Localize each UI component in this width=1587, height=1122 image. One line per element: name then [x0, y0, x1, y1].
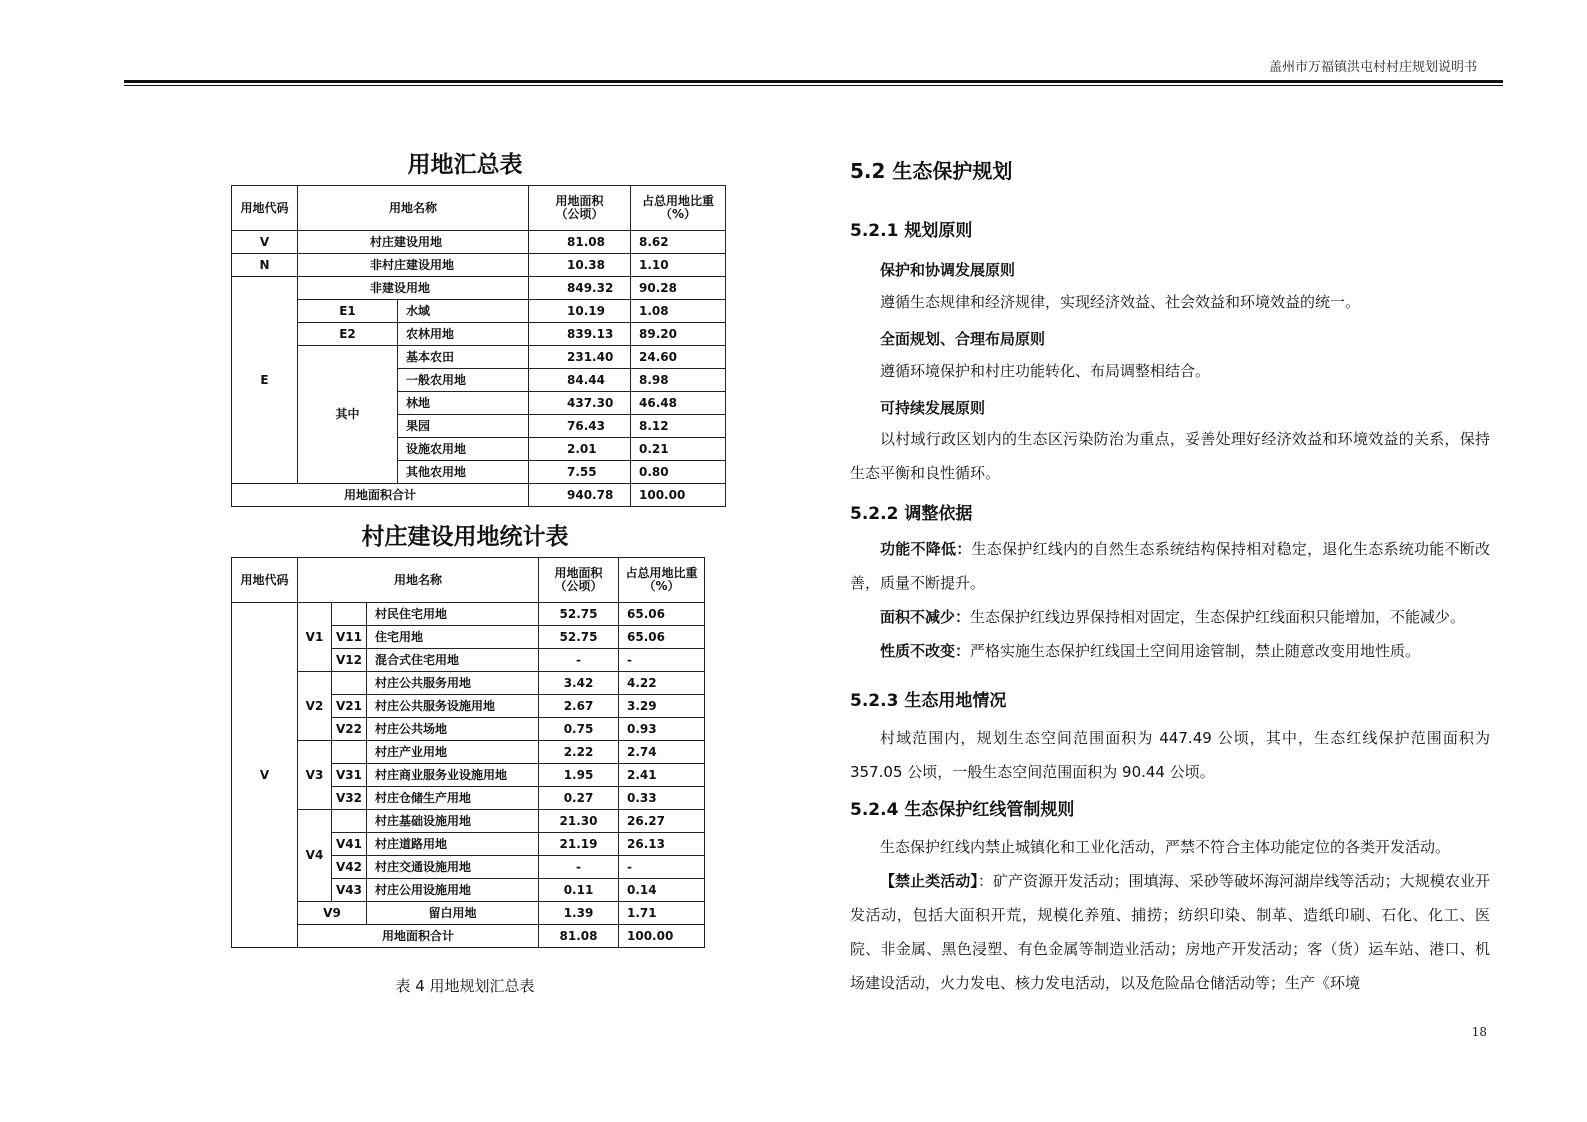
- header-ratio: 占总用地比重 （%）: [619, 558, 705, 603]
- row-area: 3.42: [539, 672, 619, 695]
- basis-label-2: 面积不减少：: [880, 608, 971, 626]
- row-code-l2: V11: [332, 626, 367, 649]
- row-ratio: 46.48: [631, 392, 726, 415]
- row-area: 21.19: [539, 833, 619, 856]
- row-code-l2: V22: [332, 718, 367, 741]
- table-header-row: [232, 558, 705, 603]
- table-row: [232, 902, 705, 925]
- row-area: 21.30: [539, 810, 619, 833]
- row-code-l1: V4: [298, 810, 332, 902]
- row-code: 其中: [298, 346, 398, 484]
- principle-text-3: 以村域行政区划内的生态区污染防治为重点，妥善处理好经济效益和环境效益的关系，保持生态平衡和良性循环。: [850, 430, 1490, 482]
- header-name: 用地名称: [298, 558, 539, 603]
- total-label: 用地面积合计: [232, 484, 529, 507]
- section-heading-5-2-4: 5.2.4 生态保护红线管制规则: [850, 800, 1075, 820]
- row-name: 其他农用地: [398, 461, 529, 484]
- basis-text-2: 生态保护红线边界保持相对固定，生态保护红线面积只能增加，不能减少。: [970, 608, 1466, 626]
- prohibited-activities-paragraph: [850, 864, 1490, 1000]
- table-row: [232, 231, 726, 254]
- principle-title-2: 全面规划、合理布局原则: [880, 330, 1046, 348]
- row-area: 0.75: [539, 718, 619, 741]
- row-name: 水域: [398, 300, 529, 323]
- row-ratio: -: [619, 649, 705, 672]
- row-ratio: 89.20: [631, 323, 726, 346]
- principle-title-3: 可持续发展原则: [880, 399, 986, 417]
- header-area: 用地面积 （公顷）: [539, 558, 619, 603]
- basis-paragraph-2: [850, 600, 1490, 634]
- row-code-l1: V9: [298, 902, 367, 925]
- table1-title: 用地汇总表: [407, 152, 523, 178]
- section-heading-5-2-3: 5.2.3 生态用地情况: [850, 691, 1007, 711]
- header-name: 用地名称: [298, 186, 529, 231]
- row-area: 0.27: [539, 787, 619, 810]
- row-ratio: 0.14: [619, 879, 705, 902]
- total-ratio: 100.00: [631, 484, 726, 507]
- row-ratio: 26.13: [619, 833, 705, 856]
- row-ratio: 8.98: [631, 369, 726, 392]
- table-row: [232, 810, 705, 833]
- table-row: [232, 300, 726, 323]
- row-code: E2: [298, 323, 398, 346]
- row-name: 一般农用地: [398, 369, 529, 392]
- document-header-title: 盖州市万福镇洪屯村村庄规划说明书: [1268, 60, 1477, 75]
- row-code-l1: V3: [298, 741, 332, 810]
- land-summary-table: [231, 185, 726, 507]
- row-code-l2: [332, 672, 367, 695]
- row-name: 林地: [398, 392, 529, 415]
- row-name: 留白用地: [367, 902, 539, 925]
- table-row: [232, 672, 705, 695]
- header-area: 用地面积 （公顷）: [529, 186, 631, 231]
- row-area: 2.01: [529, 438, 631, 461]
- row-name: 非村庄建设用地: [298, 254, 529, 277]
- row-name: 村庄公共服务用地: [367, 672, 539, 695]
- row-code-l2: [332, 741, 367, 764]
- basis-text-1: 生态保护红线内的自然生态系统结构保持相对稳定，退化生态系统功能不断改善，质量不断提升。: [850, 540, 1490, 592]
- row-name: 村庄公共场地: [367, 718, 539, 741]
- row-code-l2: V41: [332, 833, 367, 856]
- row-code-l2: V32: [332, 787, 367, 810]
- row-area: 839.13: [529, 323, 631, 346]
- row-name: 设施农用地: [398, 438, 529, 461]
- row-name: 村庄公用设施用地: [367, 879, 539, 902]
- row-code: N: [232, 254, 298, 277]
- header-rule-thin: [124, 85, 1503, 86]
- row-area: 437.30: [529, 392, 631, 415]
- basis-paragraph-1: [850, 532, 1490, 600]
- table-total-row: [232, 925, 705, 948]
- row-name: 非建设用地: [298, 277, 529, 300]
- table-caption: 表 4 用地规划汇总表: [395, 977, 535, 995]
- principle-text-2: 遵循环境保护和村庄功能转化、布局调整相结合。: [880, 362, 1211, 380]
- row-area: -: [539, 856, 619, 879]
- row-ratio: 26.27: [619, 810, 705, 833]
- row-ratio: 90.28: [631, 277, 726, 300]
- row-ratio: 1.10: [631, 254, 726, 277]
- row-ratio: 3.29: [619, 695, 705, 718]
- row-ratio: 0.80: [631, 461, 726, 484]
- row-code-l2: V21: [332, 695, 367, 718]
- row-area: 81.08: [529, 231, 631, 254]
- header-ratio: 占总用地比重 （%）: [631, 186, 726, 231]
- row-code-l2: V43: [332, 879, 367, 902]
- header-code: 用地代码: [232, 558, 298, 603]
- basis-label-3: 性质不改变：: [880, 642, 971, 660]
- row-area: 1.95: [539, 764, 619, 787]
- table-header-row: [232, 186, 726, 231]
- row-area: 52.75: [539, 603, 619, 626]
- row-ratio: 2.74: [619, 741, 705, 764]
- row-ratio: 0.93: [619, 718, 705, 741]
- table-row: [232, 277, 726, 300]
- row-code: E: [232, 277, 298, 484]
- row-area: -: [539, 649, 619, 672]
- table-row: [232, 346, 726, 369]
- table-row: [232, 323, 726, 346]
- basis-label-1: 功能不降低：: [880, 540, 972, 558]
- row-ratio: 2.41: [619, 764, 705, 787]
- row-area: 231.40: [529, 346, 631, 369]
- row-area: 10.38: [529, 254, 631, 277]
- root-code: V: [232, 603, 298, 948]
- row-ratio: 4.22: [619, 672, 705, 695]
- row-code: E1: [298, 300, 398, 323]
- table-total-row: [232, 484, 726, 507]
- table2-title: 村庄建设用地统计表: [361, 524, 569, 550]
- row-code-l2: V12: [332, 649, 367, 672]
- row-area: 2.22: [539, 741, 619, 764]
- row-name: 村庄产业用地: [367, 741, 539, 764]
- row-name: 村庄仓储生产用地: [367, 787, 539, 810]
- row-area: 849.32: [529, 277, 631, 300]
- row-ratio: 0.33: [619, 787, 705, 810]
- row-area: 52.75: [539, 626, 619, 649]
- prohibited-text: ：矿产资源开发活动；围填海、采砂等破坏海河湖岸线等活动；大规模农业开发活动，包括大面积开荒，规模化养殖、捕捞；纺织印染、制革、造纸印刷、石化、化工、医院、非金属、黑色浸塑、有色金属等制造业活动；房地产开发活动；客（货）运车站、港口、机场建设活动，火力发电、核力发电活动，以及危险品仓储活动等；生产《环境: [850, 872, 1490, 992]
- row-name: 村民住宅用地: [367, 603, 539, 626]
- table-row: [232, 741, 705, 764]
- row-ratio: 24.60: [631, 346, 726, 369]
- total-label: 用地面积合计: [298, 925, 539, 948]
- row-area: 1.39: [539, 902, 619, 925]
- total-area: 940.78: [529, 484, 631, 507]
- principle-text-1: 遵循生态规律和经济规律，实现经济效益、社会效益和环境效益的统一。: [880, 293, 1361, 311]
- page-number: 18: [1471, 1025, 1487, 1039]
- principle-title-1: 保护和协调发展原则: [880, 261, 1016, 279]
- row-ratio: 1.71: [619, 902, 705, 925]
- header-rule-thick: [124, 80, 1503, 83]
- row-name: 村庄公共服务设施用地: [367, 695, 539, 718]
- row-name: 果园: [398, 415, 529, 438]
- row-name: 住宅用地: [367, 626, 539, 649]
- basis-text-3: 严格实施生态保护红线国土空间用途管制，禁止随意改变用地性质。: [970, 642, 1421, 660]
- prohibited-label: 【禁止类活动】: [880, 872, 978, 890]
- section-heading-5-2: 5.2 生态保护规划: [850, 159, 1013, 183]
- row-area: 76.43: [529, 415, 631, 438]
- row-code: V: [232, 231, 298, 254]
- total-area: 81.08: [539, 925, 619, 948]
- ecological-land-paragraph: 村域范围内，规划生态空间范围面积为 447.49 公顷，其中，生态红线保护范围面积为 357.05 公顷，一般生态空间范围面积为 90.44 公顷。: [850, 729, 1490, 781]
- row-code-l1: V2: [298, 672, 332, 741]
- row-area: 10.19: [529, 300, 631, 323]
- section-heading-5-2-1: 5.2.1 规划原则: [850, 221, 973, 241]
- row-name: 农林用地: [398, 323, 529, 346]
- row-ratio: 0.21: [631, 438, 726, 461]
- row-name: 村庄商业服务业设施用地: [367, 764, 539, 787]
- village-construction-table: [231, 557, 705, 948]
- row-code-l2: V42: [332, 856, 367, 879]
- row-area: 2.67: [539, 695, 619, 718]
- row-area: 0.11: [539, 879, 619, 902]
- total-ratio: 100.00: [619, 925, 705, 948]
- row-code-l1: V1: [298, 603, 332, 672]
- section-heading-5-2-2: 5.2.2 调整依据: [850, 504, 973, 524]
- table-row: [232, 603, 705, 626]
- row-ratio: 8.62: [631, 231, 726, 254]
- row-area: 7.55: [529, 461, 631, 484]
- row-name: 村庄建设用地: [298, 231, 529, 254]
- row-area: 84.44: [529, 369, 631, 392]
- header-code: 用地代码: [232, 186, 298, 231]
- row-name: 村庄道路用地: [367, 833, 539, 856]
- row-code-l2: V31: [332, 764, 367, 787]
- row-ratio: -: [619, 856, 705, 879]
- row-name: 混合式住宅用地: [367, 649, 539, 672]
- row-name: 基本农田: [398, 346, 529, 369]
- row-name: 村庄基础设施用地: [367, 810, 539, 833]
- table-row: [232, 254, 726, 277]
- basis-paragraph-3: [850, 634, 1490, 668]
- row-code-l2: [332, 603, 367, 626]
- row-ratio: 65.06: [619, 603, 705, 626]
- row-ratio: 1.08: [631, 300, 726, 323]
- row-ratio: 8.12: [631, 415, 726, 438]
- redline-rule-paragraph: 生态保护红线内禁止城镇化和工业化活动，严禁不符合主体功能定位的各类开发活动。: [880, 838, 1451, 856]
- row-code-l2: [332, 810, 367, 833]
- row-ratio: 65.06: [619, 626, 705, 649]
- row-name: 村庄交通设施用地: [367, 856, 539, 879]
